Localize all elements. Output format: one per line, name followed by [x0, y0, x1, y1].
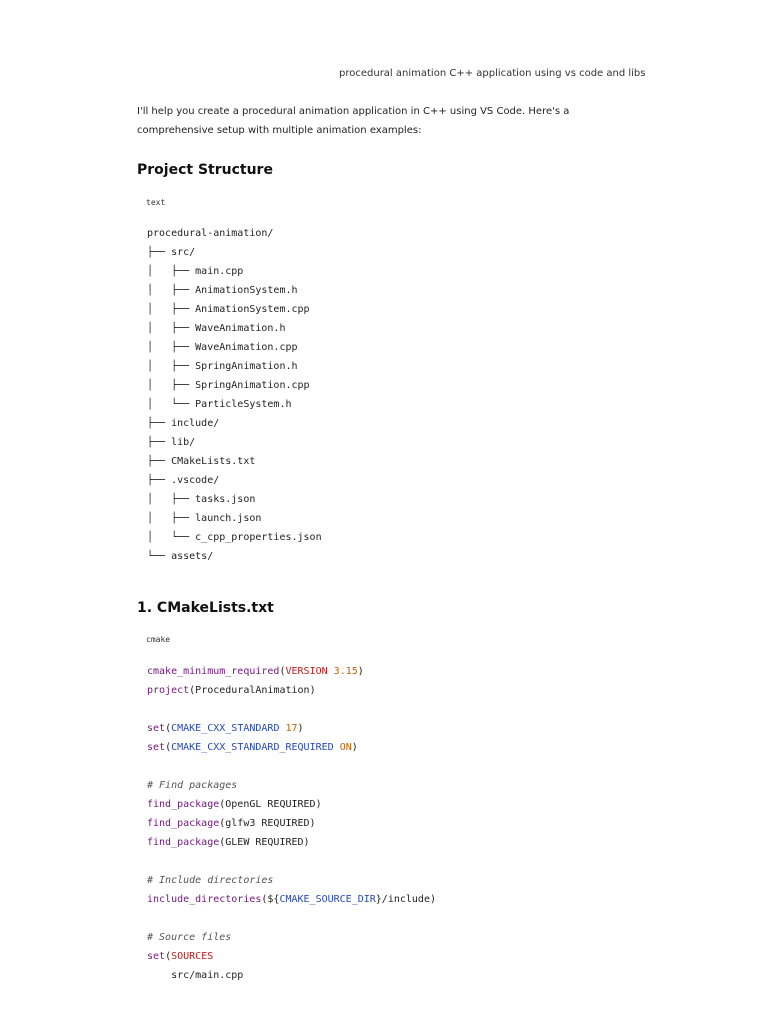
code-token: (${: [261, 894, 280, 905]
code-line: [147, 757, 436, 776]
code-token: include_directories: [147, 894, 262, 905]
code-line: procedural-animation/: [147, 228, 274, 239]
code-line: │ ├── tasks.json: [147, 494, 256, 505]
code-token: find_package: [147, 837, 220, 848]
code-token: src/main.cpp: [147, 970, 244, 981]
code-line: [147, 700, 436, 719]
project-structure-heading: Project Structure: [137, 162, 273, 178]
code-line: │ ├── main.cpp: [147, 266, 244, 277]
code-line: [147, 833, 436, 852]
code-token: (GLEW REQUIRED): [219, 837, 310, 848]
code-line: [147, 738, 436, 757]
code-language-label: text: [146, 198, 166, 207]
code-token: project: [147, 685, 190, 696]
code-line: [147, 662, 436, 681]
code-token: set: [147, 742, 166, 753]
code-token: ): [297, 723, 304, 734]
code-line: [147, 814, 436, 833]
code-token: ON: [339, 742, 352, 753]
code-line: [147, 928, 436, 947]
intro-paragraph: I'll help you create a procedural animation application in C++ using VS Code. Here's a comprehensive setup with multiple animation examples:: [137, 106, 570, 136]
code-token: # Include directories: [147, 875, 274, 886]
code-line: ├── src/: [147, 247, 196, 258]
code-line: [147, 871, 436, 890]
code-line: │ ├── WaveAnimation.cpp: [147, 342, 298, 353]
code-token: CMAKE_CXX_STANDARD: [171, 723, 280, 734]
code-line: ├── .vscode/: [147, 475, 220, 486]
code-line: [147, 795, 436, 814]
code-token: find_package: [147, 818, 220, 829]
code-line: ├── include/: [147, 418, 220, 429]
code-token: (glfw3 REQUIRED): [219, 818, 316, 829]
code-token: (: [165, 742, 172, 753]
code-language-label: cmake: [146, 635, 171, 644]
cmakelists-heading: 1. CMakeLists.txt: [137, 600, 274, 616]
code-token: (ProceduralAnimation): [189, 685, 316, 696]
code-token: CMAKE_CXX_STANDARD_REQUIRED: [171, 742, 334, 753]
code-line: │ ├── AnimationSystem.h: [147, 285, 298, 296]
code-line: ├── lib/: [147, 437, 196, 448]
code-line: │ ├── AnimationSystem.cpp: [147, 304, 310, 315]
code-line: │ └── c_cpp_properties.json: [147, 532, 322, 543]
code-token: # Source files: [147, 932, 232, 943]
code-token: find_package: [147, 799, 220, 810]
code-line: [147, 966, 436, 985]
code-token: SOURCES: [171, 951, 214, 962]
code-line: └── assets/: [147, 551, 214, 562]
code-token: VERSION: [285, 666, 328, 677]
code-token: (: [279, 666, 286, 677]
code-token: cmake_minimum_required: [147, 666, 280, 677]
code-line: [147, 909, 436, 928]
code-token: }/include): [375, 894, 436, 905]
user-message: procedural animation C++ application using vs code and libs: [339, 68, 646, 79]
code-line: │ ├── launch.json: [147, 513, 262, 524]
code-token: CMAKE_SOURCE_DIR: [279, 894, 376, 905]
project-structure-code-block: [147, 224, 322, 566]
code-token: 17: [285, 723, 298, 734]
code-token: set: [147, 951, 166, 962]
code-line: [147, 681, 436, 700]
code-token: ): [357, 666, 364, 677]
code-line: │ ├── SpringAnimation.cpp: [147, 380, 310, 391]
code-token: (: [165, 723, 172, 734]
code-line: [147, 852, 436, 871]
code-token: set: [147, 723, 166, 734]
code-line: [147, 890, 436, 909]
code-line: │ ├── WaveAnimation.h: [147, 323, 286, 334]
code-token: ): [351, 742, 358, 753]
code-token: (: [165, 951, 172, 962]
cmake-code-block: [147, 662, 436, 985]
code-line: │ └── ParticleSystem.h: [147, 399, 292, 410]
code-token: 3.15: [333, 666, 358, 677]
code-token: # Find packages: [147, 780, 238, 791]
code-line: [147, 947, 436, 966]
code-line: [147, 719, 436, 738]
code-line: [147, 776, 436, 795]
code-line: ├── CMakeLists.txt: [147, 456, 256, 467]
code-token: (OpenGL REQUIRED): [219, 799, 322, 810]
code-line: │ ├── SpringAnimation.h: [147, 361, 298, 372]
